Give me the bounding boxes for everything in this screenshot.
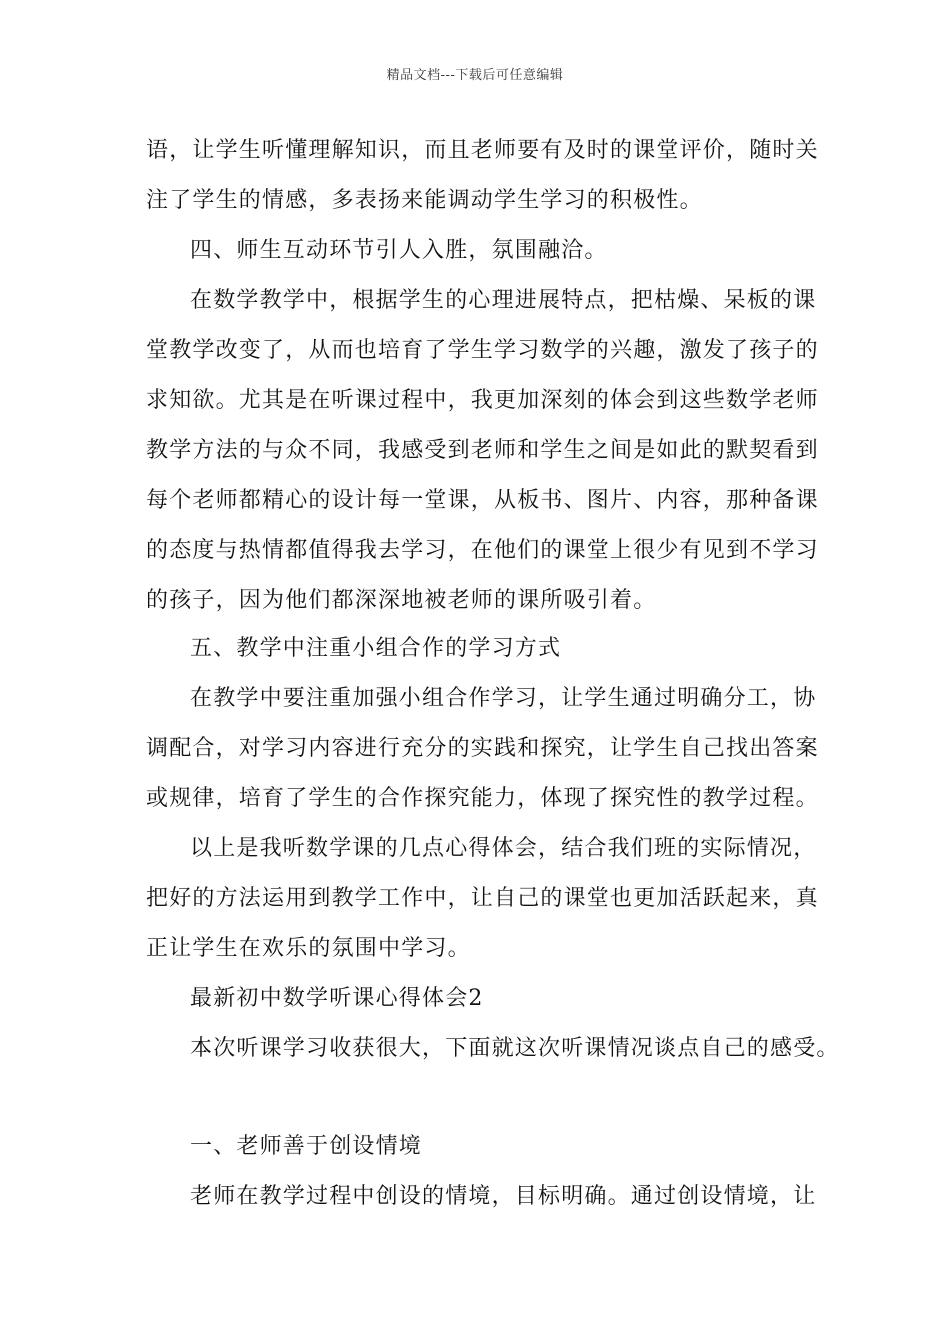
text-line: 注了学生的情感，多表扬来能调动学生学习的积极性。 (146, 188, 703, 213)
section-heading: 四、师生互动环节引人入胜，氛围融洽。 (190, 238, 608, 263)
text-line: 把好的方法运用到教学工作中，让自己的课堂也更加活跃起来，真 (146, 886, 819, 911)
text-line: 老师在教学过程中创设的情境，目标明确。通过创设情境，让 (190, 1184, 817, 1209)
text-line: 的态度与热情都值得我去学习，在他们的课堂上很少有见到不学习 (146, 538, 819, 563)
text-line: 以上是我听数学课的几点心得体会，结合我们班的实际情况， (190, 836, 817, 861)
text-line: 在教学中要注重加强小组合作学习，让学生通过明确分工，协 (190, 686, 817, 711)
text-line: 本次听课学习收获很大，下面就这次听课情况谈点自己的感受。 (190, 1036, 840, 1061)
section-heading: 一、老师善于创设情境 (190, 1134, 423, 1159)
text-line: 语，让学生听懂理解知识，而且老师要有及时的课堂评价，随时关 (146, 138, 819, 163)
section-heading: 五、教学中注重小组合作的学习方式 (190, 636, 562, 661)
text-line: 的孩子，因为他们都深深地被老师的课所吸引着。 (146, 588, 657, 613)
page-header: 精品文档---下载后可任意编辑 (386, 68, 564, 83)
text-line: 教学方法的与众不同，我感受到老师和学生之间是如此的默契看到 (146, 438, 819, 463)
article-title: 最新初中数学听课心得体会2 (190, 986, 484, 1011)
text-line: 堂教学改变了，从而也培育了学生学习数学的兴趣，激发了孩子的 (146, 338, 819, 363)
text-line: 或规律，培育了学生的合作探究能力，体现了探究性的教学过程。 (146, 786, 819, 811)
text-line: 调配合，对学习内容进行充分的实践和探究，让学生自己找出答案 (146, 736, 819, 761)
text-line: 正让学生在欢乐的氛围中学习。 (146, 936, 471, 961)
text-line: 每个老师都精心的设计每一堂课，从板书、图片、内容，那种备课 (146, 488, 819, 513)
text-line: 求知欲。尤其是在听课过程中，我更加深刻的体会到这些数学老师 (146, 388, 819, 413)
text-line: 在数学教学中，根据学生的心理进展特点，把枯燥、呆板的课 (190, 288, 817, 313)
